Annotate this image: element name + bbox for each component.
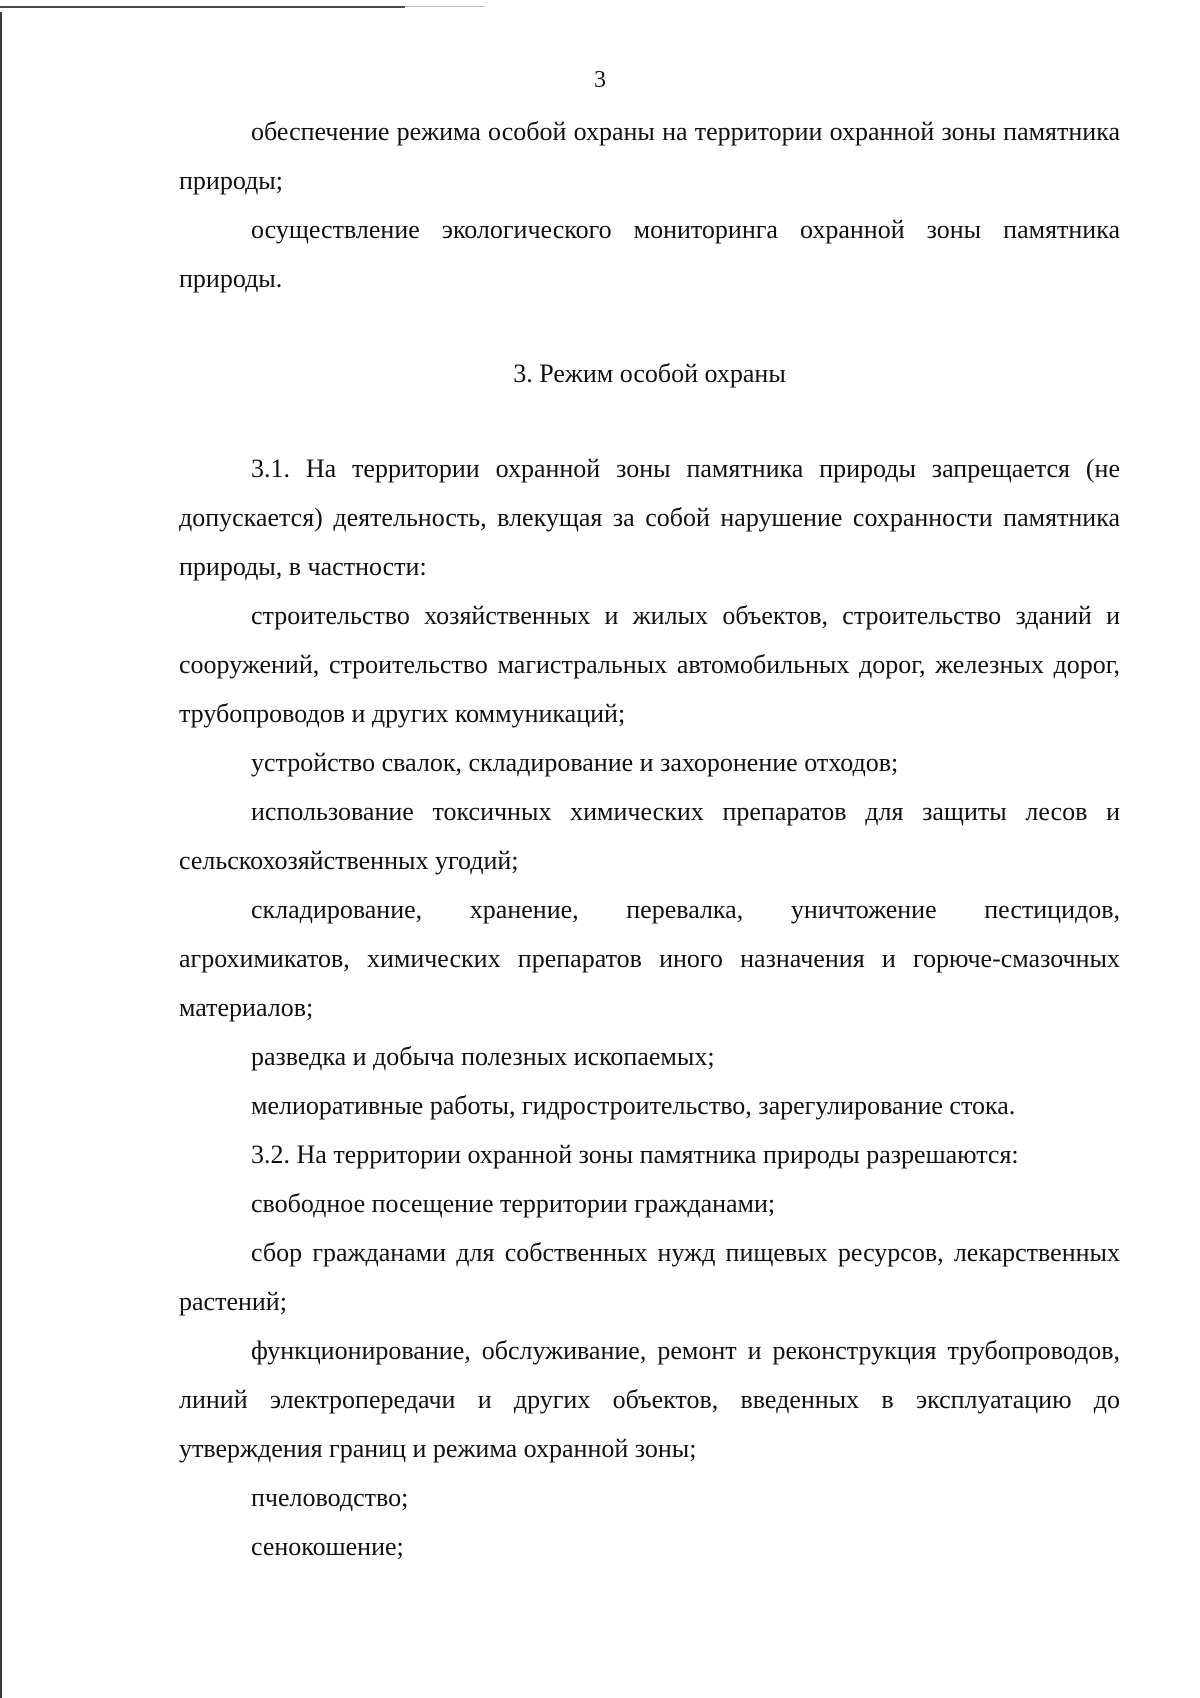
paragraph: пчеловодство; [251, 1483, 409, 1512]
paragraph: 3.1. На территории охранной зоны памятника природы запрещается (не допускается) деятельность, влекущая за собой нарушение сохранности памятника природы, в частности: [179, 454, 1120, 581]
paragraph: свободное посещение территории гражданами; [251, 1189, 776, 1218]
paragraph: использование токсичных химических препаратов для защиты лесов и сельскохозяйственных угодий; [179, 797, 1120, 875]
scan-edge-top [0, 6, 405, 8]
paragraph: разведка и добыча полезных ископаемых; [251, 1042, 715, 1071]
scan-edge-left [0, 12, 2, 1698]
paragraph: складирование, хранение, перевалка, уничтожение пестицидов, агрохимикатов, химических препаратов иного назначения и горюче-смазочных материалов; [179, 895, 1120, 1022]
paragraph: сенокошение; [251, 1532, 404, 1561]
paragraph: сбор гражданами для собственных нужд пищевых ресурсов, лекарственных растений; [179, 1238, 1120, 1316]
paragraph: 3.2. На территории охранной зоны памятника природы разрешаются: [251, 1140, 1019, 1169]
paragraph: устройство свалок, складирование и захоронение отходов; [251, 748, 899, 777]
paragraph: строительство хозяйственных и жилых объектов, строительство зданий и сооружений, строительство магистральных автомобильных дорог, железных дорог, трубопроводов и других коммуникаций; [179, 601, 1120, 728]
paragraph: обеспечение режима особой охраны на территории охранной зоны памятника природы; [179, 117, 1120, 195]
page-number: 3 [594, 67, 606, 93]
paragraph: осуществление экологического мониторинга охранной зоны памятника природы. [179, 215, 1120, 293]
paragraph: мелиоративные работы, гидростроительство, зарегулирование стока. [251, 1091, 1016, 1120]
scan-edge-top-faint [405, 6, 485, 7]
document-body [179, 107, 1120, 1571]
paragraph: функционирование, обслуживание, ремонт и реконструкция трубопроводов, линий электропередачи и других объектов, введенных в эксплуатацию до утверждения границ и режима охранной зоны; [179, 1336, 1120, 1463]
section-heading: 3. Режим особой охраны [513, 359, 786, 388]
